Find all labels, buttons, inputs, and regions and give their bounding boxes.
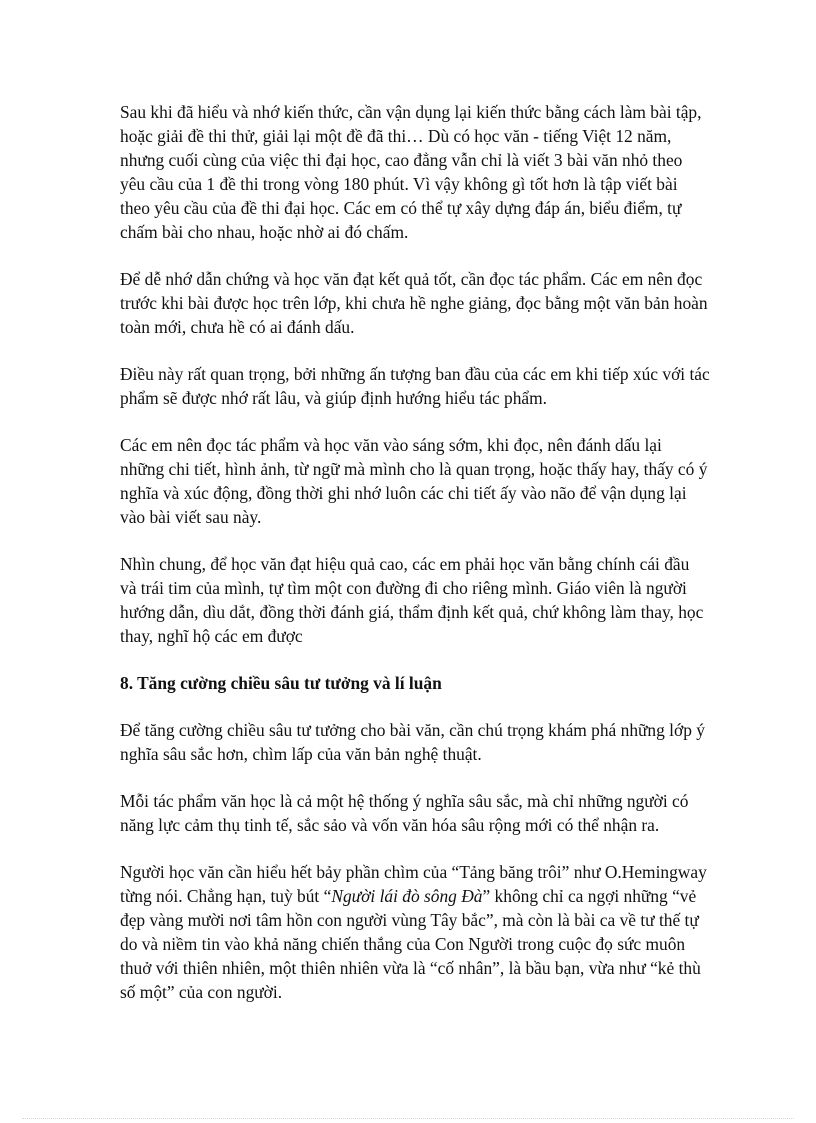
document-body: [120, 100, 710, 1027]
paragraph-iceberg-part1: Người học văn cần hiểu hết bảy phần chìm của “Tảng băng trôi” như O.Hemingway từng nói. Chẳng hạn, tuỳ bút “: [120, 862, 707, 906]
section-heading: 8. Tăng cường chiều sâu tư tưởng và lí luận: [120, 673, 442, 693]
paragraph-meaning-system: Mỗi tác phẩm văn học là cả một hệ thống ý nghĩa sâu sắc, mà chỉ những người có năng lực cảm thụ tinh tế, sắc sảo và vốn văn hóa sâu rộng mới có thể nhận ra.: [120, 791, 689, 835]
page-bottom-divider: [22, 1118, 794, 1119]
paragraph-morning-study: Các em nên đọc tác phẩm và học văn vào sáng sớm, khi đọc, nên đánh dấu lại những chi tiết, hình ảnh, từ ngữ mà mình cho là quan trọng, hoặc thấy hay, thấy có ý nghĩa và xúc động, đồng thời ghi nhớ luôn các chi tiết ấy vào não để vận dụng lại vào bài viết sau này.: [120, 435, 708, 527]
paragraph-iceberg-part2: ” không chỉ ca ngợi những “vẻ đẹp vàng mười nơi tâm hồn con người vùng Tây bắc”, mà còn là bài ca về tư thế tự do và niềm tin vào khả năng chiến thắng của Con Người trong cuộc đọ sức muôn thuở với thiên nhiên, một thiên nhiên vừa là “cố nhân”, là bầu bạn, vừa như “kẻ thù số một” của con người.: [120, 886, 701, 1002]
paragraph-read-works: Để dễ nhớ dẫn chứng và học văn đạt kết quả tốt, cần đọc tác phẩm. Các em nên đọc trước khi bài được học trên lớp, khi chưa hề nghe giảng, đọc bằng một văn bản hoàn toàn mới, chưa hề có ai đánh dấu.: [120, 269, 708, 337]
paragraph-depth: Để tăng cường chiều sâu tư tưởng cho bài văn, cần chú trọng khám phá những lớp ý nghĩa sâu sắc hơn, chìm lấp của văn bản nghệ thuật.: [120, 720, 705, 764]
work-title: Người lái đò sông Đà: [331, 886, 483, 906]
paragraph-first-impression: Điều này rất quan trọng, bởi những ấn tượng ban đầu của các em khi tiếp xúc với tác phẩm sẽ được nhớ rất lâu, và giúp định hướng hiểu tác phẩm.: [120, 364, 710, 408]
paragraph-practice: Sau khi đã hiểu và nhớ kiến thức, cần vận dụng lại kiến thức bằng cách làm bài tập, hoặc giải đề thi thử, giải lại một đề đã thi… Dù có học văn - tiếng Việt 12 năm, nhưng cuối cùng của việc thi đại học, cao đẳng vẫn chỉ là viết 3 bài văn nhỏ theo yêu cầu của 1 đề thi trong vòng 180 phút. Vì vậy không gì tốt hơn là tập viết bài theo yêu cầu của đề thi đại học. Các em có thể tự xây dựng đáp án, biểu điểm, tự chấm bài cho nhau, hoặc nhờ ai đó chấm.: [120, 102, 702, 242]
paragraph-iceberg: [120, 860, 710, 1004]
paragraph-conclusion: Nhìn chung, để học văn đạt hiệu quả cao, các em phải học văn bằng chính cái đầu và trái tim của mình, tự tìm một con đường đi cho riêng mình. Giáo viên là người hướng dẫn, dìu dắt, đồng thời đánh giá, thẩm định kết quả, chứ không làm thay, học thay, nghĩ hộ các em được: [120, 554, 704, 646]
